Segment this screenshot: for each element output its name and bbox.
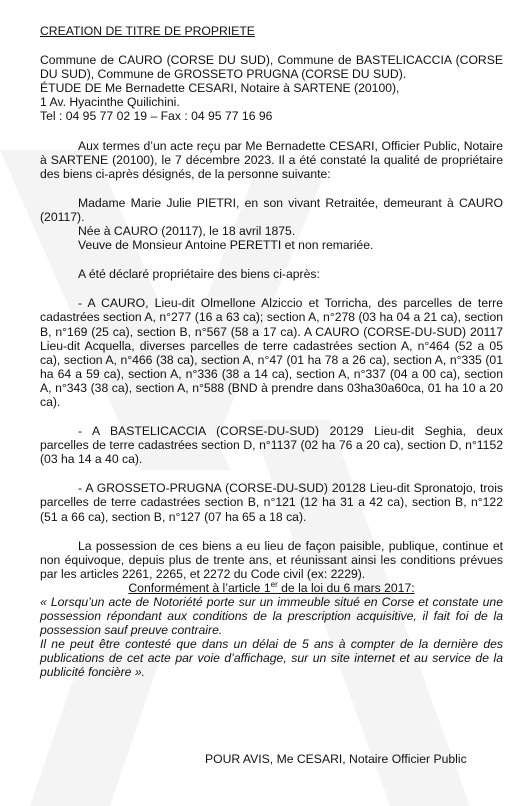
header-address: 1 Av. Hyacinthe Quilichini. [40, 95, 180, 110]
quote-paragraph-1: « Lorsqu’un acte de Notoriété porte sur un immeuble situé en Corse et constate une possession répondant aux conditions de la prescription acquisitive, il fait foi de la possession sauf preuve contraire. [40, 595, 503, 638]
signature-line: POUR AVIS, Me CESARI, Notaire Officier Public [205, 752, 467, 766]
parcel-item-cauro: - A CAURO, Lieu-dit Olmellone Alziccio et Torricha, des parcelles de terre cadastrées section A, n°277 (16 a 63 ca); section A, n°278 (03 ha 04 a 21 ca), section B, n°169 (25 ca), section B, n°567 (58 a 17 ca). A CAURO (CORSE-DU-SUD) 20117 Lieu-dit Acquella, diverses parcelles de terre cadastrées section A, n°464 (52 a 05 ca), section A, n°466 (38 ca), section A, n°47 (01 ha 78 a 26 ca), section A, n°335 (01 ha 64 a 59 ca), section A, n°336 (38 a 14 ca), section A, n°337 (04 a 00 ca), section A, n°343 (38 ca), section A, n°588 (BND à prendre dans 03ha30a60ca, 01 ha 10 a 20 ca). [40, 296, 503, 409]
intro-paragraph: Aux termes d’un acte reçu par Me Bernadette CESARI, Officier Public, Notaire à SARTENE (20100), le 7 décembre 2023. Il a été constaté la qualité de propriétaire des biens ci-après désignés, de la personne suivante: [40, 138, 503, 181]
person-block [40, 196, 503, 252]
header-phone-fax: Tel : 04 95 77 02 19 – Fax : 04 95 77 16 96 [40, 109, 273, 124]
notice-document [40, 24, 503, 680]
header-communes: Commune de CAURO (CORSE DU SUD), Commune de BASTELICACCIA (CORSE DU SUD), Commune de GROSSETO PRUGNA (CORSE DU SUD). [40, 53, 503, 82]
header-etude: ÉTUDE DE Me Bernadette CESARI, Notaire à SARTENE (20100), [40, 81, 400, 96]
parcel-item-bastelicaccia: - A BASTELICACCIA (CORSE-DU-SUD) 20129 Lieu-dit Seghia, deux parcelles de terre cadastrées section D, n°1137 (02 ha 76 a 20 ca), section D, n°1152 (03 ha 14 a 40 ca). [40, 424, 503, 467]
law-reference-start: Conformément à l’article 1 [128, 580, 271, 595]
quote-paragraph-2: Il ne peut être contesté que dans un délai de 5 ans à compter de la dernière des publications de cet acte par voie d’affichage, sur un site internet et au service de la publicité foncière ». [40, 637, 503, 680]
declared-paragraph: A été déclaré propriétaire des biens ci-après: [78, 267, 320, 282]
person-widow-line: Veuve de Monsieur Antoine PERETTI et non remariée. [78, 238, 374, 253]
possession-paragraph: La possession de ces biens a eu lieu de façon paisible, publique, continue et non équivoque, depuis plus de trente ans, et réunissant ainsi les conditions prévues par les articles 2261, 2265, et 2272 du Code civil (ex: 2229). [40, 538, 503, 581]
law-reference-sup: er [270, 579, 278, 589]
person-name-line: Madame Marie Julie PIETRI, en son vivant Retraitée, demeurant à CAURO (20117). [40, 195, 503, 224]
person-birth-line: Née à CAURO (20117), le 18 avril 1875. [78, 224, 296, 239]
header-block [40, 53, 503, 123]
document-title: CREATION DE TITRE DE PROPRIETE [40, 24, 255, 38]
law-reference-end: de la loi du 6 mars 2017: [277, 580, 415, 595]
law-reference [40, 581, 503, 595]
parcel-item-grosseto: - A GROSSETO-PRUGNA (CORSE-DU-SUD) 20128 Lieu-dit Spronatojo, trois parcelles de terre cadastrées section B, n°121 (12 ha 31 a 42 ca), section B, n°122 (51 a 66 ca), section B, n°127 (07 ha 65 a 18 ca). [40, 481, 503, 524]
